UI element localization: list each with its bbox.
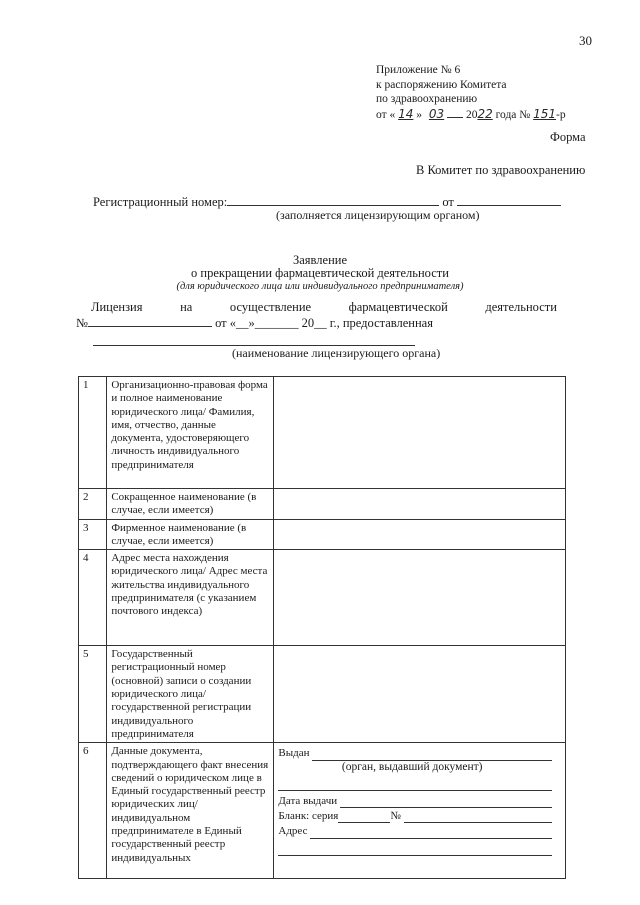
handwritten-order-number: 151 (533, 106, 557, 121)
row-value-field[interactable] (274, 489, 566, 520)
table-row (79, 646, 566, 743)
address-extra-field[interactable] (278, 845, 552, 856)
address-line (278, 825, 562, 838)
licensing-authority-hint: (наименование лицензирующего органа) (232, 346, 441, 360)
license-word: осуществление (229, 300, 312, 314)
license-number-line (76, 316, 433, 331)
appendix-line-3: по здравоохранению (376, 93, 478, 105)
blank-series-field[interactable] (338, 812, 390, 823)
appendix-line-1: Приложение № 6 (376, 64, 461, 76)
issued-label: Выдан (278, 747, 310, 760)
issue-date-label: Дата выдачи (278, 794, 338, 807)
license-word: на (180, 300, 193, 314)
row-value-field[interactable] (274, 646, 566, 743)
license-sentence (91, 300, 557, 315)
blank-number-field[interactable] (404, 811, 552, 823)
row-label: Организационно-правовая форма и полное наименование юридического лица/ Фамилия, имя, отчество, данные документа, удостоверяющего личность индивидуального предпринимателя (107, 377, 274, 489)
registration-hint: (заполняется лицензирующим органом) (276, 208, 480, 222)
row-number: 2 (79, 489, 107, 520)
issue-date-field[interactable] (340, 796, 552, 808)
row-label: Данные документа, подтверждающего факт внесения сведений о юридическом лице в Единый государственный реестр юридических лиц/ индивидуальном предпринимателе в Единый государственный реестр индивидуальных (107, 743, 274, 879)
handwritten-day: 14 (398, 106, 414, 121)
form-label: Форма (550, 130, 586, 144)
license-number-label: № (76, 316, 88, 330)
license-date-text: от «__»_______ 20__ г., предоставленная (215, 316, 433, 330)
row-value-field[interactable] (274, 519, 566, 550)
row-label: Фирменное наименование (в случае, если имеется) (107, 519, 274, 550)
appendix-line-2: к распоряжению Комитета (376, 78, 507, 91)
registration-from-label: от (442, 195, 454, 209)
date-prefix: от « (376, 108, 396, 121)
row-number: 3 (79, 519, 107, 550)
addressee: В Комитет по здравоохранению (416, 163, 586, 177)
row-label: Государственный регистрационный номер (основной) записи о создании юридического лица/ государственной регистрации индивидуального предпринимателя (107, 646, 274, 743)
date-mid: » (416, 108, 423, 121)
license-number-field[interactable] (88, 316, 212, 327)
table-row (79, 743, 566, 879)
month-underline (447, 107, 463, 118)
license-word: Лицензия (91, 300, 143, 314)
page-number: 30 (579, 33, 592, 48)
issued-line (278, 747, 562, 760)
registration-date-field[interactable] (457, 195, 561, 206)
number-suffix: -р (556, 108, 566, 121)
document-applicant-note: (для юридического лица или индивидуального предпринимателя) (176, 281, 464, 292)
issued-field[interactable] (312, 749, 552, 761)
blank-number-label: № (390, 810, 401, 823)
handwritten-year: 22 (477, 106, 493, 121)
licensing-authority-field[interactable] (93, 333, 415, 346)
table-row (79, 489, 566, 520)
registration-number-field[interactable] (227, 195, 439, 206)
blank-series-label: Бланк: серия (278, 810, 339, 823)
year-suffix: года № (492, 108, 531, 121)
license-word: фармацевтической (348, 300, 448, 314)
address-field[interactable] (310, 827, 552, 839)
row-label: Адрес места нахождения юридического лица/ Адрес места жительства индивидуального предпринимателя (с указанием почтового индекса) (107, 550, 274, 646)
blank-series-line (278, 810, 562, 823)
appendix-header (376, 63, 566, 122)
row-6-value (274, 743, 566, 879)
row-number: 6 (79, 743, 107, 879)
issue-date-line (278, 795, 562, 808)
issued-hint: (орган, выдавший документ) (341, 760, 483, 773)
registration-label: Регистрационный номер: (93, 195, 228, 209)
handwritten-month: 03 (428, 106, 445, 121)
document-subtitle: о прекращении фармацевтической деятельности (191, 266, 449, 280)
table-row (79, 519, 566, 550)
row-value-field[interactable] (274, 550, 566, 646)
application-table (78, 376, 566, 879)
table-row (79, 550, 566, 646)
year-prefix: 20 (465, 108, 478, 121)
license-word: деятельности (485, 300, 557, 314)
document-title: Заявление (292, 253, 347, 267)
issued-extra-field[interactable] (278, 780, 552, 791)
appendix-date-line (376, 107, 566, 123)
row-number: 5 (79, 646, 107, 743)
address-label: Адрес (278, 825, 308, 838)
row-label: Сокращенное наименование (в случае, если имеется) (107, 489, 274, 520)
table-row (79, 377, 566, 489)
row-number: 1 (79, 377, 107, 489)
row-value-field[interactable] (274, 377, 566, 489)
row-number: 4 (79, 550, 107, 646)
